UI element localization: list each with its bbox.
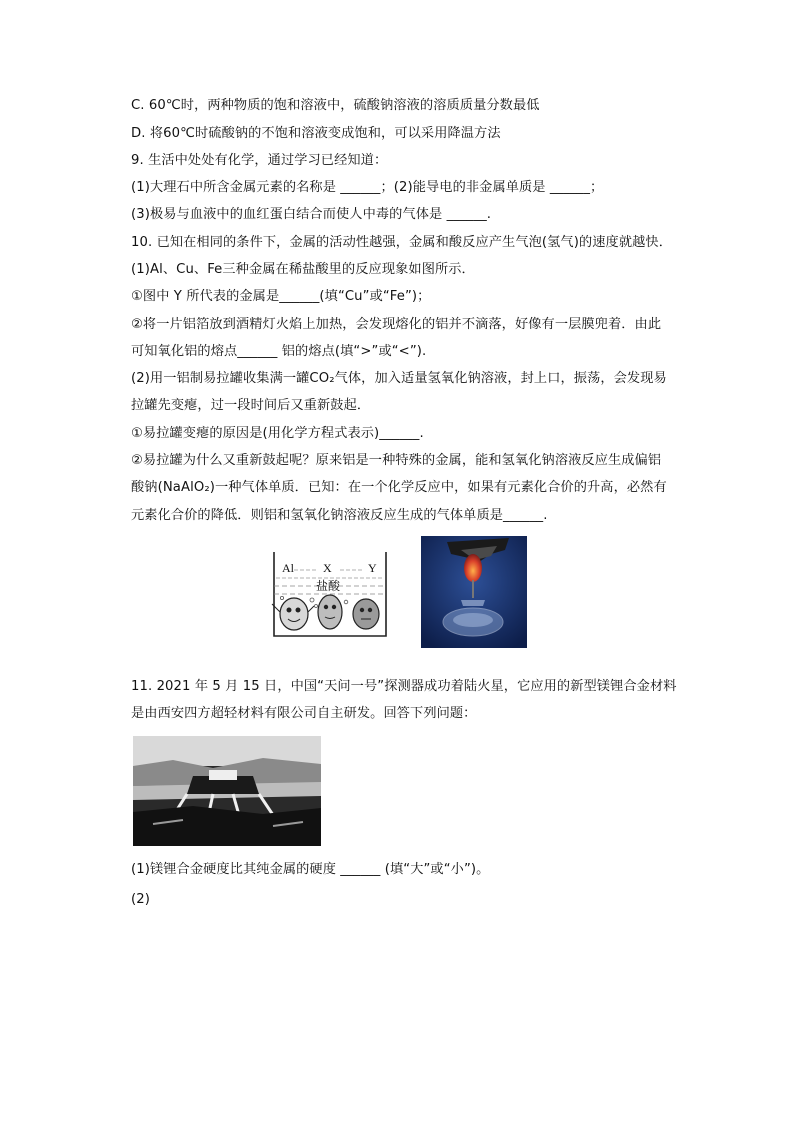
question-10-part-2-line2: 拉罐先变瘪，过一段时间后又重新鼓起． xyxy=(131,398,371,413)
metal-cartoon-al xyxy=(272,598,314,630)
mars-lander-photo xyxy=(133,736,321,846)
question-9-part-3: (3)极易与血液中的血红蛋白结合而使人中毒的气体是 ______. xyxy=(131,207,492,222)
question-10-part-1: (1)Al、Cu、Fe三种金属在稀盐酸里的反应现象如图所示． xyxy=(131,262,475,277)
question-11-part-1: (1)镁锂合金硬度比其纯金属的硬度 ______ (填“大”或“小”)。 xyxy=(131,862,490,877)
option-d: D. 将60℃时硫酸钠的不饱和溶液变成饱和，可以采用降温方法 xyxy=(131,126,501,141)
question-11-stem-line2: 是由西安四方超轻材料有限公司自主研发。回答下列问题： xyxy=(131,706,477,721)
aluminum-foil-flame-photo xyxy=(421,536,527,648)
question-10-part-1b-line1: ②将一片铝箔放到酒精灯火焰上加热，会发现熔化的铝并不滴落，好像有一层膜兜着．由此 xyxy=(131,317,662,332)
question-9-stem: 9. 生活中处处有化学，通过学习已经知道： xyxy=(131,153,388,168)
label-al: Al xyxy=(282,561,294,575)
question-10-part-2-line1: (2)用一铝制易拉罐收集满一罐CO₂气体，加入适量氢氧化钠溶液，封上口，振荡，会发现易 xyxy=(131,371,667,386)
question-11-stem-line1: 11. 2021 年 5 月 15 日，中国“天问一号”探测器成功着陆火星，它应用的新型镁锂合金材料 xyxy=(131,679,677,694)
question-10-part-1b-line2: 可知氧化铝的熔点______ 铝的熔点(填“>”或“<”). xyxy=(131,344,427,359)
label-x: X xyxy=(323,561,332,575)
metal-cartoon-x xyxy=(318,595,342,629)
question-11-part-2: (2) xyxy=(131,892,150,907)
question-10-stem: 10. 已知在相同的条件下，金属的活动性越强，金属和酸反应产生气泡(氢气)的速度就越快． xyxy=(131,235,672,250)
label-y: Y xyxy=(368,561,377,575)
question-10-part-1a: ①图中 Y 所代表的金属是______(填“Cu”或“Fe”)； xyxy=(131,289,431,304)
metal-reaction-beaker-figure xyxy=(270,548,390,640)
question-10-part-2b-line3: 元素化合价的降低．则铝和氢氧化钠溶液反应生成的气体单质是______. xyxy=(131,508,548,523)
question-10-part-2a: ①易拉罐变瘪的原因是(用化学方程式表示)______. xyxy=(131,426,424,441)
label-acid: 盐酸 xyxy=(316,579,341,593)
metal-cartoon-y xyxy=(353,599,379,629)
question-10-part-2b-line1: ②易拉罐为什么又重新鼓起呢？原来铝是一种特殊的金属，能和氢氧化钠溶液反应生成偏铝 xyxy=(131,453,662,468)
question-10-part-2b-line2: 酸钠(NaAlO₂)一种气体单质．已知：在一个化学反应中，如果有元素化合价的升高，必然有 xyxy=(131,480,667,495)
option-c: C. 60℃时，两种物质的饱和溶液中，硫酸钠溶液的溶质质量分数最低 xyxy=(131,98,540,113)
question-9-part-1-2: (1)大理石中所含金属元素的名称是 ______；(2)能导电的非金属单质是 ______； xyxy=(131,180,604,195)
